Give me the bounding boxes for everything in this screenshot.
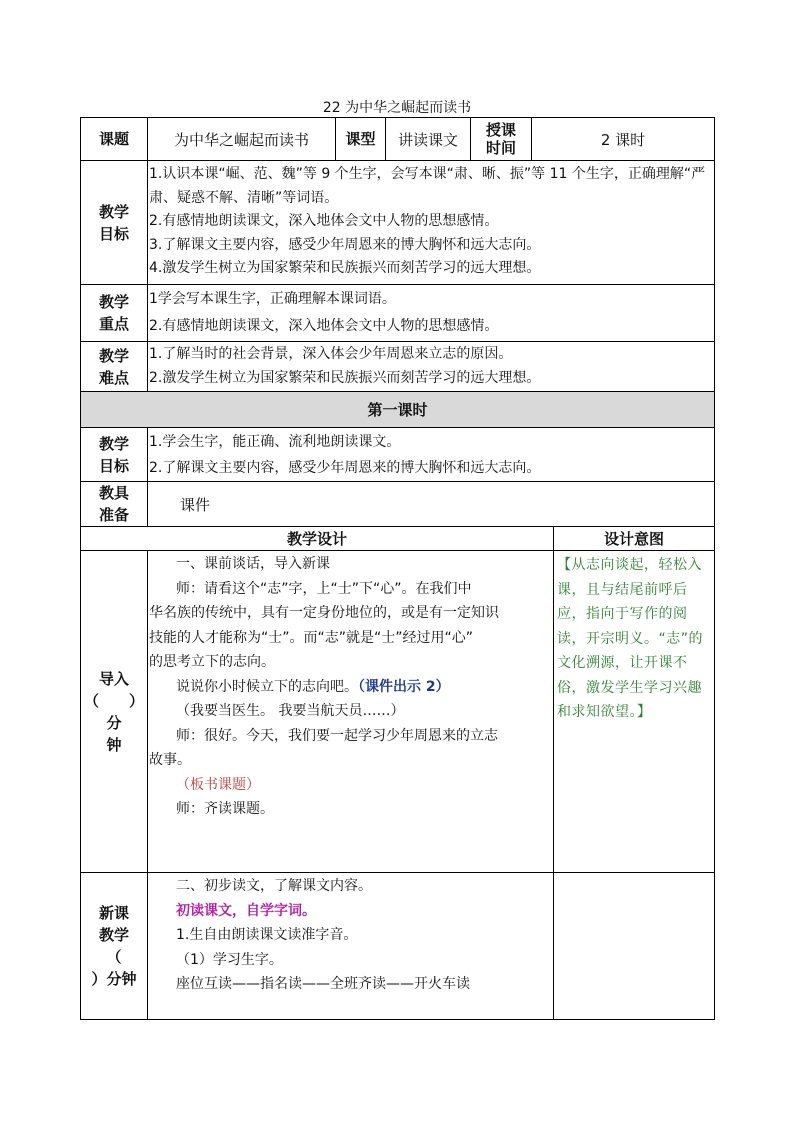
intro-intent: 【从志向谈起，轻松入课，且与结尾前呼后应，指向于写作的阅读，开宗明义。“志”的文化溯源，让开课不俗，激发学生学习兴趣和求知欲望。】 (554, 551, 715, 873)
goals-content (148, 161, 715, 285)
board-title-note: （板书课题） (176, 776, 260, 793)
intro-line: 华名族的传统中，具有一定身份地位的，或是有一定知识 (149, 605, 499, 621)
courseware-note: （课件出示 2） (358, 678, 450, 695)
goals-label-line-2: 目标 (98, 224, 129, 243)
goal-item: 1.认识本课“崛、范、魏”等 9 个生字，会写本课“肃、晰、振”等 11 个生字，正确理解“严肃、疑惑不解、清晰”等词语。 (149, 166, 706, 206)
design-col-intent: 设计意图 (554, 527, 715, 551)
newlesson-label-line-2: 教学 (98, 926, 129, 944)
difficulty-item: 2.激发学生树立为国家繁荣和民族振兴而刻苦学习的远大理想。 (149, 369, 541, 386)
lesson1-heading-row (81, 392, 715, 428)
goal-item: 2.有感情地朗读课文，深入地体会文中人物的思想感情。 (149, 213, 499, 229)
keypoint-item: 1学会写本课生字，正确理解本课词语。 (149, 291, 396, 307)
keypoints-row (81, 285, 715, 342)
topic-value: 为中华之崛起而读书 (148, 118, 336, 161)
newlesson-highlight: 初读课文，自学字词。 (176, 902, 316, 919)
keypoint-item: 2.有感情地朗读课文，深入地体会文中人物的思想感情。 (149, 318, 499, 334)
keypoints-label (81, 285, 148, 342)
lesson-plan-table (80, 117, 715, 1020)
intro-line: 一、课前谈话，导入新课 (176, 556, 330, 572)
intro-line: （我要当医生。 我要当航天员……） (176, 703, 405, 719)
type-label: 课型 (336, 118, 386, 161)
intro-label (81, 551, 148, 873)
newlesson-row (81, 873, 715, 1020)
lesson1-goals-content (148, 428, 715, 482)
intro-line: 故事。 (149, 752, 191, 768)
intro-content (148, 551, 554, 873)
intro-line: 师：齐读课题。 (176, 801, 274, 817)
tools-label (81, 482, 148, 527)
intro-row (81, 551, 715, 873)
time-label-line-2: 时间 (485, 139, 516, 157)
newlesson-content (148, 873, 554, 1020)
tools-value: 课件 (148, 482, 715, 527)
goals-label-line-1: 教学 (98, 202, 129, 221)
newlesson-label-line-3: （ (106, 948, 122, 966)
time-label (471, 118, 532, 161)
difficulty-item: 1.了解当时的社会背景，深入体会少年周恩来立志的原因。 (149, 346, 513, 362)
difficulties-row (81, 342, 715, 392)
lesson1-goals-label (81, 428, 148, 482)
document-title: 22 为中华之崛起而读书 (322, 100, 472, 116)
keypoints-content (148, 285, 715, 342)
intro-label-line-2: （ ）分 (83, 691, 144, 732)
intro-label-line-3: 钟 (106, 735, 122, 754)
intro-line: 的思考立下的志向。 (149, 654, 275, 670)
lesson1-goals-label-line-2: 目标 (98, 456, 129, 475)
difficulties-label (81, 342, 148, 392)
difficulties-content (148, 342, 715, 392)
intro-label-line-1: 导入 (98, 669, 129, 688)
goals-row (81, 161, 715, 285)
time-label-line-1: 授课 (485, 121, 516, 139)
difficulties-label-line-2: 难点 (98, 368, 129, 387)
lesson1-goal-item: 1.学会生字，能正确、流利地朗读课文。 (149, 433, 401, 450)
intro-line: 技能的人才能称为“士”。而“志”就是“士”经过用“心” (149, 629, 474, 646)
design-col-main: 教学设计 (81, 527, 554, 551)
newlesson-line: （1）学习生字。 (176, 951, 283, 968)
intro-line: 师：很好。今天，我们要一起学习少年周恩来的立志 (176, 727, 498, 744)
difficulties-label-line-1: 教学 (98, 346, 129, 365)
design-header-row (81, 527, 715, 551)
goals-label (81, 161, 148, 285)
newlesson-label-line-1: 新课 (98, 904, 129, 922)
newlesson-line: 座位互读——指名读——全班齐读——开火车读 (176, 976, 470, 992)
keypoints-label-line-2: 重点 (98, 315, 129, 333)
intro-line (148, 675, 553, 700)
lesson1-heading: 第一课时 (81, 392, 715, 428)
lesson1-goals-row (81, 428, 715, 482)
newlesson-line: 二、初步读文，了解课文内容。 (176, 878, 372, 894)
type-value: 讲读课文 (386, 118, 471, 161)
newlesson-label-line-4: ）分钟 (91, 970, 137, 988)
intro-prompt: 说说你小时候立下的志向吧。 (176, 678, 358, 695)
header-row (81, 118, 715, 161)
tools-row (81, 482, 715, 527)
topic-label: 课题 (81, 118, 148, 161)
keypoints-label-line-1: 教学 (98, 293, 129, 311)
goal-item: 4.激发学生树立为国家繁荣和民族振兴而刻苦学习的远大理想。 (149, 260, 541, 276)
lesson1-goals-label-line-1: 教学 (98, 434, 129, 453)
newlesson-intent (554, 873, 715, 1020)
newlesson-label (81, 873, 148, 1020)
tools-label-line-2: 准备 (98, 506, 129, 524)
lesson1-goal-item: 2.了解课文主要内容，感受少年周恩来的博大胸怀和远大志向。 (149, 459, 541, 476)
newlesson-line: 1.生自由朗读课文读准字音。 (176, 927, 358, 943)
hours-value: 2 课时 (532, 118, 715, 161)
goal-item: 3.了解课文主要内容，感受少年周恩来的博大胸怀和远大志向。 (149, 236, 541, 253)
tools-label-line-1: 教具 (98, 484, 129, 502)
intro-line: 师：请看这个“志”字，上“士”下“心”。在我们中 (176, 580, 472, 597)
